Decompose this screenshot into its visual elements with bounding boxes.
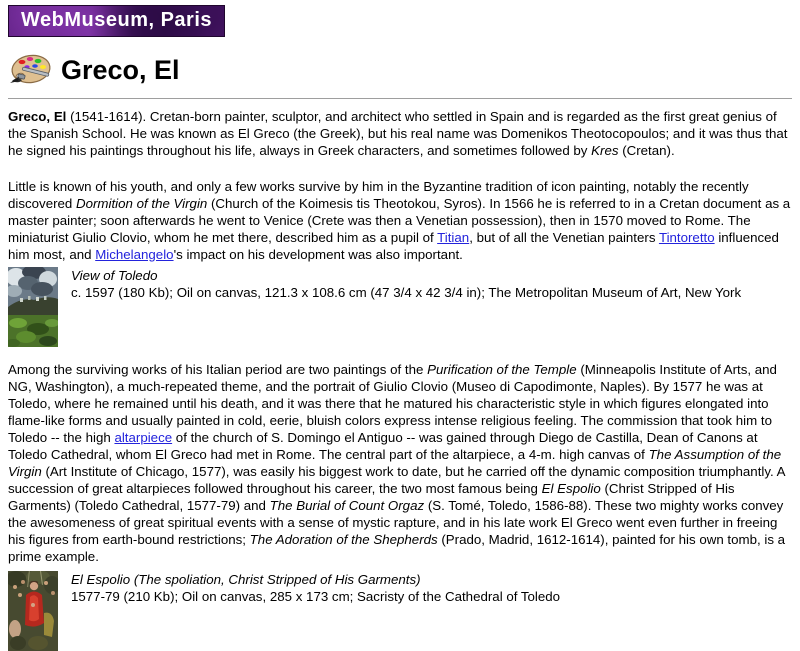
- link-titian[interactable]: Titian: [437, 230, 470, 245]
- text-segment: Dormition of the Virgin: [76, 196, 208, 211]
- link-altarpiece[interactable]: altarpiece: [114, 430, 173, 445]
- figure-caption: [71, 267, 741, 301]
- figure-el-espolio: [8, 571, 792, 651]
- figure-view-of-toledo: [8, 267, 792, 347]
- text-segment: El Espolio: [541, 481, 601, 496]
- text-segment: Greco, El: [8, 109, 67, 124]
- page-title: Greco, El: [61, 55, 180, 85]
- figure-details: c. 1597 (180 Kb); Oil on canvas, 121.3 x 108.6 cm (47 3/4 x 42 3/4 in); The Metropolitan Museum of Art, New York: [71, 285, 742, 300]
- figure-details: 1577-79 (210 Kb); Oil on canvas, 285 x 173 cm; Sacristy of the Cathedral of Toledo: [71, 589, 561, 604]
- text-segment: influenced him most, and: [8, 230, 779, 262]
- text-segment: (Christ Stripped of His Garments) (Toledo Cathedral, 1577-79) and: [8, 481, 735, 513]
- text-segment: The Adoration of the Shepherds: [249, 532, 438, 547]
- text-segment: Among the surviving works of his Italian period are two paintings of the: [8, 362, 428, 377]
- text-segment: Purification of the Temple: [427, 362, 577, 377]
- divider-rule: [8, 98, 792, 99]
- text-segment: 's impact on his development was also important.: [173, 247, 463, 262]
- text-segment: (S. Tomé, Toledo, 1586-88). These two mighty works convey the awesomeness of great spiritual events with a sense of mystic rapture, and in his late work El Greco went even further in freeing his figures from earth-bound restrictions;: [8, 498, 784, 547]
- view-of-toledo-thumbnail[interactable]: [8, 267, 58, 347]
- page-title-bar: [8, 50, 792, 90]
- text-segment: , but of all the Venetian painters: [469, 230, 659, 245]
- link-tintoretto[interactable]: Tintoretto: [658, 230, 715, 245]
- webmuseum-banner[interactable]: WebMuseum, Paris: [8, 5, 225, 37]
- artist-palette-icon: [8, 50, 52, 90]
- figure-title: View of Toledo: [71, 268, 158, 283]
- el-espolio-thumbnail[interactable]: [8, 571, 58, 651]
- text-segment: The Burial of Count Orgaz: [269, 498, 425, 513]
- figure-caption: [71, 571, 560, 605]
- text-segment: (1541-1614). Cretan-born painter, sculptor, and architect who settled in Spain and is regarded as the first great genius of the Spanish School. He was known as El Greco (the Greek), but his real name was Domenikos Theotocopoulos; and it was thus that he signed his paintings throughout his life, always in Greek characters, and sometimes followed by: [8, 109, 788, 158]
- figure-title: El Espolio (The spoliation, Christ Stripped of His Garments): [71, 572, 421, 587]
- text-segment: Little is known of his youth, and only a few works survive by him in the Byzantine tradition of icon painting, notably the recently discovered: [8, 179, 749, 211]
- text-segment: (Minneapolis Institute of Arts, and NG, Washington), a much-repeated theme, and the portrait of Giulio Clovio (Museo di Capodimonte, Naples). By 1577 he was at Toledo, where he remained until his death, and it was there that he matured his characteristic style in which figures elongated into flame-like forms and usually painted in cold, eerie, bluish colors express intense religious feeling. The commission that took him to Toledo -- the high: [8, 362, 777, 445]
- text-segment: The Assumption of the Virgin: [8, 447, 782, 479]
- link-michelangelo[interactable]: Michelangelo: [95, 247, 174, 262]
- text-segment: (Art Institute of Chicago, 1577), was easily his biggest work to date, but he carried off the dynamic composition triumphantly. A succession of great altarpieces followed throughout his career, the two most famous being: [8, 464, 785, 496]
- text-segment: Kres: [591, 143, 619, 158]
- text-segment: (Church of the Koimesis tis Theotokou, Syros). In 1566 he is referred to in a Cretan document as a master painter; soon afterwards he went to Venice (Crete was then a Venetian possession), then in 1570 moved to Rome. The miniaturist Giulio Clovio, whom he met there, described him as a pupil of: [8, 196, 791, 245]
- paragraph-biography: [8, 108, 792, 159]
- text-segment: (Cretan).: [618, 143, 675, 158]
- text-segment: of the church of S. Domingo el Antiguo -- was gained through Diego de Castilla, Dean of Canons at Toledo Cathedral, whom El Greco had met in Rome. The central part of the altarpiece, a 4-m. high canvas of: [8, 430, 758, 462]
- text-segment: (Prado, Madrid, 1612-1614), painted for his own tomb, is a prime example.: [8, 532, 786, 564]
- paragraph-youth: [8, 178, 792, 263]
- paragraph-toledo-period: [8, 361, 792, 565]
